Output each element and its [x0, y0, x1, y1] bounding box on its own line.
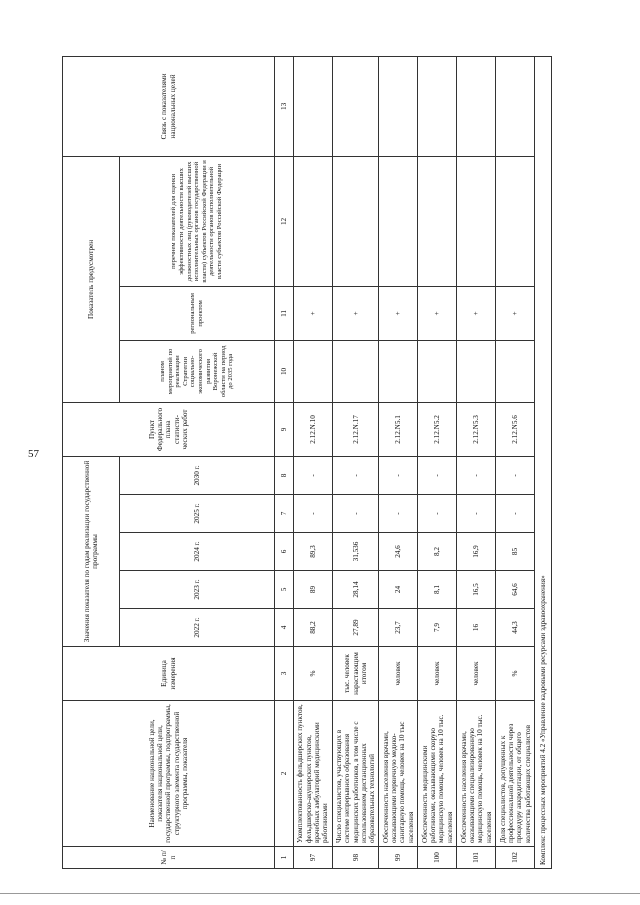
row-value-2022: 23,7 — [379, 609, 418, 647]
row-num: 102 — [496, 847, 535, 869]
row-plan-strategy — [418, 340, 457, 402]
table-row — [457, 56, 496, 868]
row-value-2025: - — [379, 495, 418, 533]
col-number: 5 — [275, 571, 294, 609]
row-value-2023: 24 — [379, 571, 418, 609]
row-value-2030: - — [333, 456, 379, 494]
row-name: Обеспеченность населения врачами, оказывающими первичную медико-санитарную помощь, человек на 10 тыс населения — [379, 701, 418, 847]
row-plan-strategy — [379, 340, 418, 402]
header-plan-strategy: планом мероприятий по реализации Стратегии социально-экономического развития Воронежской области на период до 2035 года — [120, 340, 275, 402]
header-year-2030: 2030 г. — [120, 456, 275, 494]
table-row — [379, 56, 418, 868]
row-num: 101 — [457, 847, 496, 869]
row-unit: человек — [418, 647, 457, 701]
row-name: Обеспеченность медицинскими работниками, оказывающими скорую медицинскую помощь, человек на 10 тыс. населения — [418, 701, 457, 847]
row-value-2023: 28,14 — [333, 571, 379, 609]
col-number: 10 — [275, 340, 294, 402]
row-fed-plan: 2.12.N5.3 — [457, 402, 496, 456]
row-unit: тыс. человек нарастающим итогом — [333, 647, 379, 701]
row-plan-strategy — [333, 340, 379, 402]
row-value-2023: 16,5 — [457, 571, 496, 609]
row-unit: человек — [379, 647, 418, 701]
row-plan-strategy — [457, 340, 496, 402]
row-regional: + — [379, 286, 418, 340]
row-unit: % — [496, 647, 535, 701]
header-regional-projects: региональным проектом — [120, 286, 275, 340]
column-numbers-row — [275, 56, 294, 868]
row-efficiency — [333, 156, 379, 286]
col-number: 6 — [275, 533, 294, 571]
table-row — [294, 56, 333, 868]
row-efficiency — [418, 156, 457, 286]
row-value-2022: 7,9 — [418, 609, 457, 647]
row-value-2030: - — [496, 456, 535, 494]
row-fed-plan: 2.12.N5.6 — [496, 402, 535, 456]
footer-section-title: Комплекс процессных мероприятий 4.2 «Управление кадровыми ресурсами здравоохранения» — [535, 56, 552, 868]
row-value-2024: 89,3 — [294, 533, 333, 571]
row-value-2024: 8,2 — [418, 533, 457, 571]
row-value-2023: 8,1 — [418, 571, 457, 609]
row-efficiency — [496, 156, 535, 286]
row-plan-strategy — [294, 340, 333, 402]
row-name: Число специалистов, участвующих в системе непрерывного образования медицинских работников, в том числе с использованием дистанционных образовательных технологий — [333, 701, 379, 847]
row-efficiency — [457, 156, 496, 286]
row-value-2030: - — [418, 456, 457, 494]
header-efficiency-list: перечнем показателей для оценки эффективности деятельности высших должностных лиц (руководителей высших исполнительных органов государственной власти) субъектов Российской Федерации и деятельности органов исполнительной власти субъектов Российской Федерации — [120, 156, 275, 286]
row-value-2025: - — [333, 495, 379, 533]
header-year-2023: 2023 г. — [120, 571, 275, 609]
row-value-2025: - — [496, 495, 535, 533]
row-value-2022: 44,3 — [496, 609, 535, 647]
row-efficiency — [294, 156, 333, 286]
header-fed-plan: Пункт Федерального плана статисти-ческих работ — [63, 402, 275, 456]
row-value-2025: - — [294, 495, 333, 533]
row-value-2030: - — [379, 456, 418, 494]
row-value-2023: 89 — [294, 571, 333, 609]
row-value-2030: - — [294, 456, 333, 494]
header-year-2024: 2024 г. — [120, 533, 275, 571]
row-value-2022: 16 — [457, 609, 496, 647]
row-fed-plan: 2.12.N.10 — [294, 402, 333, 456]
col-number: 12 — [275, 156, 294, 286]
col-number: 4 — [275, 609, 294, 647]
row-fed-plan: 2.12.N5.2 — [418, 402, 457, 456]
row-national-goal — [379, 56, 418, 156]
header-national-goals: Связь с показателями национальных целей — [63, 56, 275, 156]
indicators-table — [62, 56, 552, 869]
header-year-2022: 2022 г. — [120, 609, 275, 647]
row-fed-plan: 2.12.N.17 — [333, 402, 379, 456]
row-national-goal — [457, 56, 496, 156]
row-num: 99 — [379, 847, 418, 869]
row-num: 97 — [294, 847, 333, 869]
col-number: 1 — [275, 847, 294, 869]
row-national-goal — [294, 56, 333, 156]
row-regional: + — [496, 286, 535, 340]
table-row — [496, 56, 535, 868]
row-regional: + — [294, 286, 333, 340]
col-number: 8 — [275, 456, 294, 494]
col-number: 2 — [275, 701, 294, 847]
rotated-table-wrapper — [62, 57, 624, 869]
row-value-2025: - — [418, 495, 457, 533]
header-unit: Единица измерения — [63, 647, 275, 701]
row-regional: + — [457, 286, 496, 340]
header-provided-group: Показатель предусмотрен — [63, 156, 120, 402]
row-value-2024: 85 — [496, 533, 535, 571]
col-number: 7 — [275, 495, 294, 533]
header-num: № п/п — [63, 847, 275, 869]
row-value-2023: 64,6 — [496, 571, 535, 609]
row-value-2024: 31,536 — [333, 533, 379, 571]
row-name: Обеспеченность населения врачами, оказывающими специализированную медицинскую помощь, человек на 10 тыс. населения — [457, 701, 496, 847]
row-efficiency — [379, 156, 418, 286]
col-number: 9 — [275, 402, 294, 456]
row-value-2024: 16,9 — [457, 533, 496, 571]
col-number: 3 — [275, 647, 294, 701]
col-number: 11 — [275, 286, 294, 340]
row-national-goal — [496, 56, 535, 156]
row-unit: человек — [457, 647, 496, 701]
table-row — [418, 56, 457, 868]
row-regional: + — [333, 286, 379, 340]
row-unit: % — [294, 647, 333, 701]
row-national-goal — [418, 56, 457, 156]
row-value-2022: 27,89 — [333, 609, 379, 647]
row-regional: + — [418, 286, 457, 340]
header-year-2025: 2025 г. — [120, 495, 275, 533]
row-fed-plan: 2.12.N5.1 — [379, 402, 418, 456]
row-value-2030: - — [457, 456, 496, 494]
page-number: 57 — [28, 448, 39, 460]
header-row-1 — [63, 56, 120, 868]
row-value-2025: - — [457, 495, 496, 533]
page-bottom-line — [0, 893, 640, 894]
row-plan-strategy — [496, 340, 535, 402]
row-name: Доля специалистов, допущенных к профессиональной деятельности через процедуру аккредитации, от общего количества работающих специалистов — [496, 701, 535, 847]
header-name: Наименование национальной цели, показателя национальной цели, государственной программы, подпрограммы, структурного элемента государственной программы, показателя — [63, 701, 275, 847]
footer-section-row — [535, 56, 552, 868]
row-value-2022: 88,2 — [294, 609, 333, 647]
row-name: Укомплектованность фельдшерских пунктов, фельдшерско-акушерских пунктов, врачебных амбулаторий медицинскими работниками — [294, 701, 333, 847]
header-values-group: Значения показателя по годам реализации государственной программы — [63, 456, 120, 646]
table-row — [333, 56, 379, 868]
col-number: 13 — [275, 56, 294, 156]
row-value-2024: 24,6 — [379, 533, 418, 571]
row-num: 100 — [418, 847, 457, 869]
row-national-goal — [333, 56, 379, 156]
row-num: 98 — [333, 847, 379, 869]
